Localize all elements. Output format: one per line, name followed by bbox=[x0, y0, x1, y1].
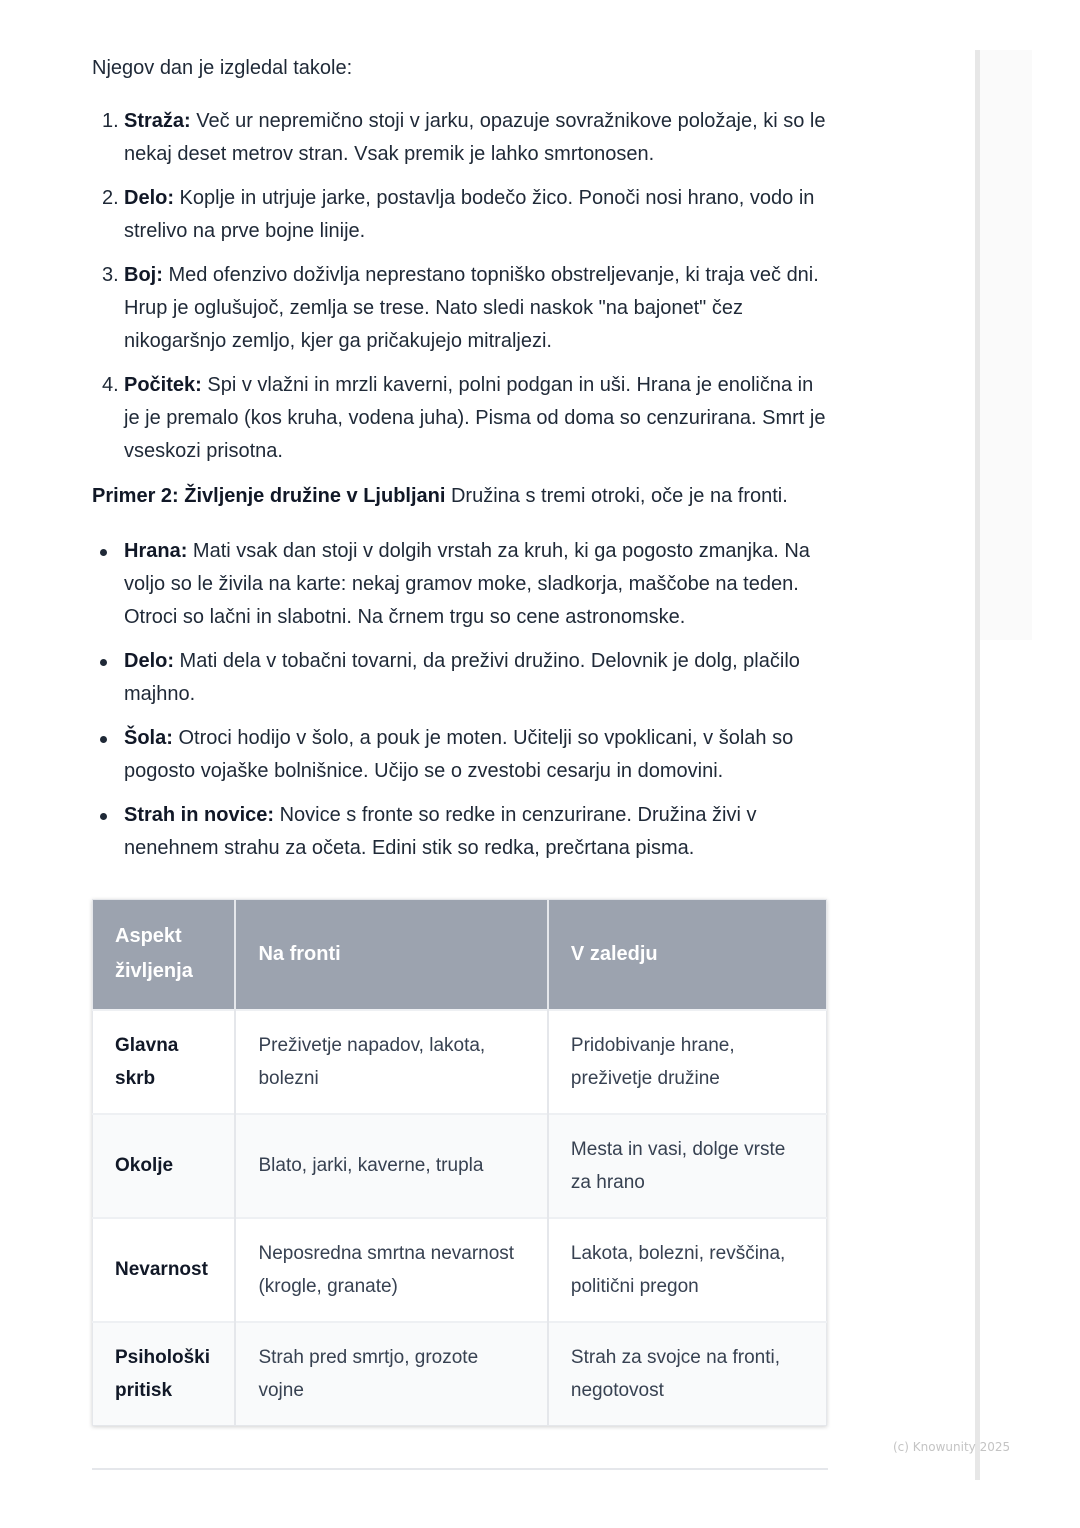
table-row bbox=[93, 1114, 827, 1218]
row-header: Nevarnost bbox=[93, 1218, 236, 1322]
list-item: Strah in novice: Novice s fronte so redke in cenzurirane. Družina živi v nenehnem strahu za očeta. Edini stik so redka, prečrtana pisma. bbox=[124, 799, 828, 865]
comparison-table bbox=[92, 899, 827, 1426]
list-item: 4. Počitek: Spi v vlažni in mrzli kaverni, polni podgan in uši. Hrana je enolična in je je premalo (kos kruha, vodena juha). Pisma od doma so cenzurirana. Smrt je vseskozi prisotna. bbox=[102, 374, 826, 462]
table-row bbox=[93, 1218, 827, 1322]
table-header-row bbox=[93, 900, 827, 1010]
side-divider bbox=[975, 50, 980, 1480]
table-cell: Lakota, bolezni, revščina, politični pregon bbox=[548, 1218, 827, 1322]
row-header: Glavna skrb bbox=[93, 1010, 236, 1114]
copyright-notice: (c) Knowunity 2025 bbox=[893, 1440, 1011, 1454]
intro-text: Njegov dan je izgledal takole: bbox=[92, 57, 353, 79]
daily-routine-list bbox=[92, 105, 828, 468]
column-header: Aspekt življenja bbox=[93, 900, 236, 1010]
list-item: Delo: Mati dela v tobačni tovarni, da preživi družino. Delovnik je dolg, plačilo majhno. bbox=[124, 645, 828, 711]
bottom-divider bbox=[92, 1468, 828, 1470]
table-row bbox=[93, 1322, 827, 1426]
table-row bbox=[93, 1010, 827, 1114]
table-cell: Neposredna smrtna nevarnost (krogle, granate) bbox=[235, 1218, 547, 1322]
family-life-list bbox=[92, 535, 828, 865]
example-2-title: Primer 2: Življenje družine v Ljubljani bbox=[92, 485, 446, 507]
example-2-paragraph: Primer 2: Življenje družine v Ljubljani Družina s tremi otroki, oče je na fronti. bbox=[92, 485, 788, 507]
column-header: Na fronti bbox=[235, 900, 547, 1010]
table-cell: Strah pred smrtjo, grozote vojne bbox=[235, 1322, 547, 1426]
list-item: 1. Straža: Več ur nepremično stoji v jarku, opazuje sovražnikove položaje, ki so le nekaj deset metrov stran. Vsak premik je lahko smrtonosen. bbox=[102, 110, 826, 165]
list-item: Šola: Otroci hodijo v šolo, a pouk je moten. Učitelji so vpoklicani, v šolah so pogosto vojaške bolnišnice. Učijo se o zvestobi cesarju in domovini. bbox=[124, 722, 828, 788]
table-cell: Strah za svojce na fronti, negotovost bbox=[548, 1322, 827, 1426]
table-cell: Mesta in vasi, dolge vrste za hrano bbox=[548, 1114, 827, 1218]
row-header: Psihološki pritisk bbox=[93, 1322, 236, 1426]
table-cell: Blato, jarki, kaverne, trupla bbox=[235, 1114, 547, 1218]
column-header: V zaledju bbox=[548, 900, 827, 1010]
list-item: 3. Boj: Med ofenzivo doživlja neprestano topniško obstreljevanje, ki traja več dni. Hrup je oglušujoč, zemlja se trese. Nato sledi naskok "na bajonet" čez nikogaršnjo zemljo, kjer ga pričakujejo mitraljezi. bbox=[102, 264, 819, 352]
table-cell: Preživetje napadov, lakota, bolezni bbox=[235, 1010, 547, 1114]
row-header: Okolje bbox=[93, 1114, 236, 1218]
table-cell: Pridobivanje hrane, preživetje družine bbox=[548, 1010, 827, 1114]
list-item: Hrana: Mati vsak dan stoji v dolgih vrstah za kruh, ki ga pogosto zmanjka. Na voljo so le živila na karte: nekaj gramov moke, sladkorja, maščobe na teden. Otroci so lačni in slabotni. Na črnem trgu so cene astronomske. bbox=[124, 535, 828, 634]
list-item: 2. Delo: Koplje in utrjuje jarke, postavlja bodečo žico. Ponoči nosi hrano, vodo in strelivo na prve bojne linije. bbox=[102, 187, 815, 242]
document-body bbox=[92, 52, 828, 1426]
side-panel bbox=[975, 50, 1032, 640]
